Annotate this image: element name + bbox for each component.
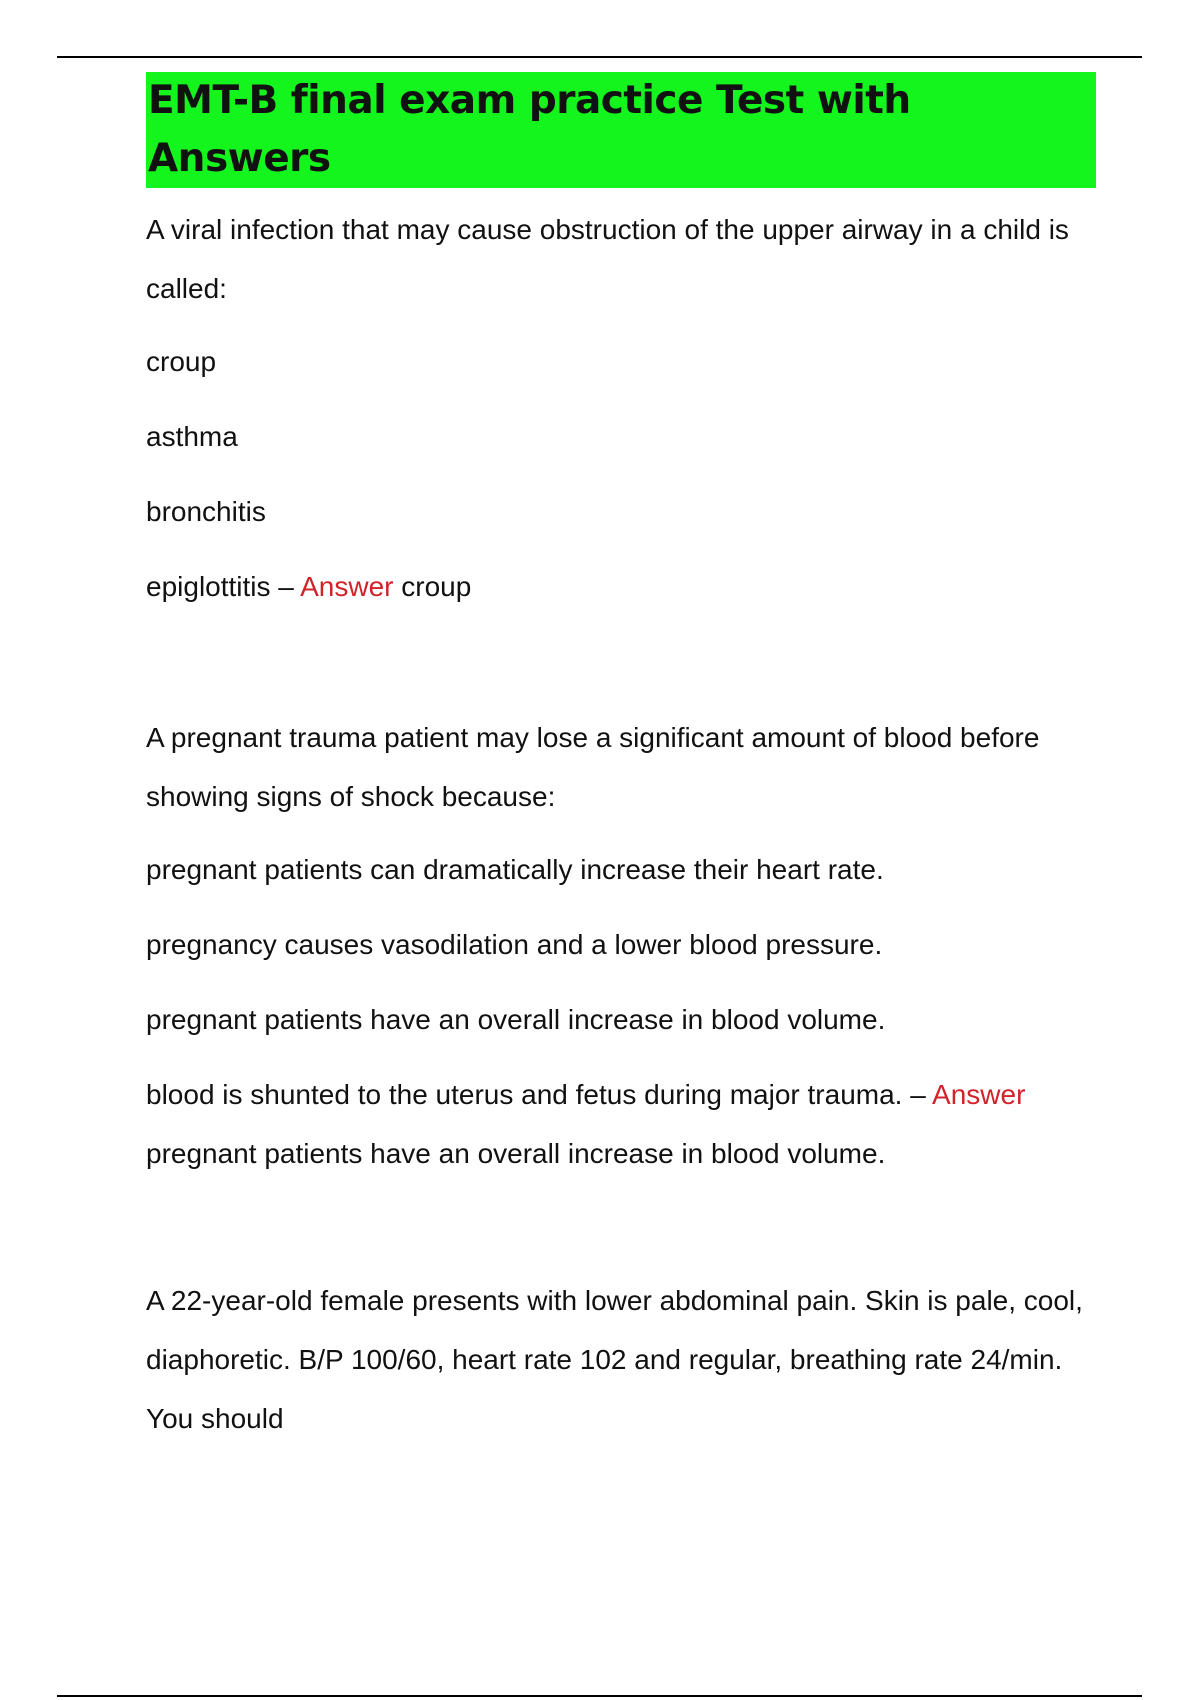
question-block-3 bbox=[146, 1271, 1096, 1448]
answer-separator: – bbox=[902, 1079, 933, 1110]
answer-label: Answer bbox=[932, 1079, 1026, 1110]
bottom-rule bbox=[57, 1695, 1142, 1697]
document-title: EMT-B final exam practice Test with Answers bbox=[146, 72, 1096, 188]
document-content bbox=[146, 72, 1096, 1462]
option-item: pregnancy causes vasodilation and a lower blood pressure. bbox=[146, 929, 883, 960]
answer-label: Answer bbox=[300, 571, 394, 602]
option-item: bronchitis bbox=[146, 496, 266, 527]
top-rule bbox=[57, 56, 1142, 58]
answer-text: croup bbox=[401, 571, 472, 602]
answer-separator: – bbox=[270, 571, 301, 602]
question-prompt: A pregnant trauma patient may lose a significant amount of blood before showing signs of shock because: bbox=[146, 722, 1040, 812]
option-item: pregnant patients have an overall increase in blood volume. bbox=[146, 1004, 886, 1035]
spacer bbox=[146, 616, 1096, 708]
option-item: croup bbox=[146, 346, 217, 377]
option-item: epiglottitis bbox=[146, 571, 271, 602]
option-item: blood is shunted to the uterus and fetus during major trauma. bbox=[146, 1079, 903, 1110]
question-block-2 bbox=[146, 708, 1096, 1183]
option-with-answer bbox=[146, 1065, 1096, 1183]
question-prompt: A viral infection that may cause obstruction of the upper airway in a child is called: bbox=[146, 214, 1069, 304]
question-block-1 bbox=[146, 200, 1096, 616]
answer-text: pregnant patients have an overall increase in blood volume. bbox=[146, 1138, 886, 1169]
option-item: asthma bbox=[146, 421, 238, 452]
spacer bbox=[146, 1183, 1096, 1271]
question-prompt: A 22-year-old female presents with lower abdominal pain. Skin is pale, cool, diaphoretic. B/P 100/60, heart rate 102 and regular, breathing rate 24/min. You should bbox=[146, 1285, 1083, 1434]
option-with-answer bbox=[146, 557, 1096, 616]
option-item: pregnant patients can dramatically increase their heart rate. bbox=[146, 854, 884, 885]
